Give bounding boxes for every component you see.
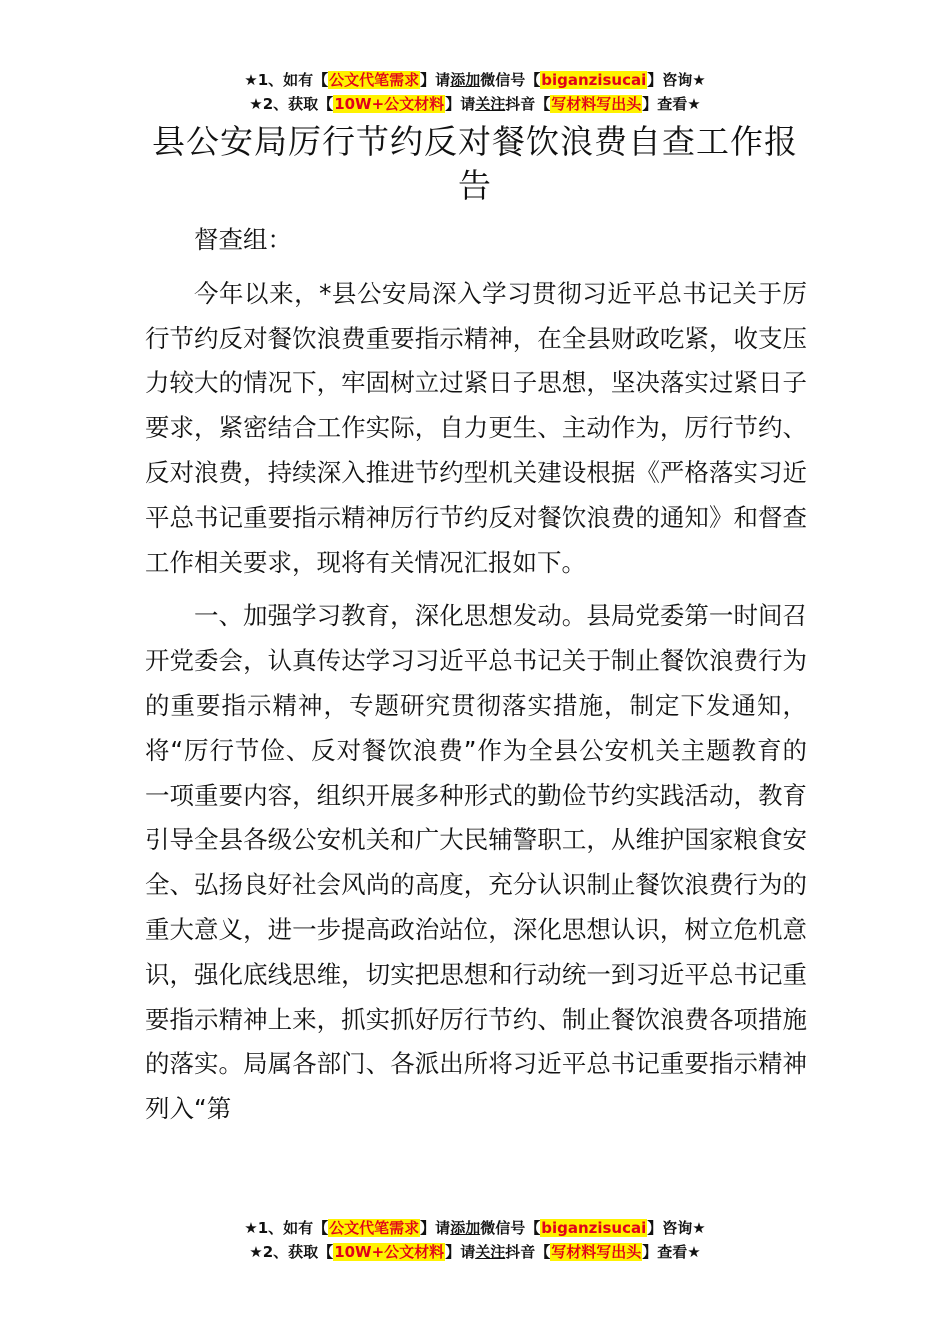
- promo-text: ★1、如有【: [244, 71, 329, 89]
- promo-text: 】请: [420, 1219, 451, 1237]
- promo-text: 微信号【: [480, 71, 541, 89]
- promo-text: 】请: [420, 71, 451, 89]
- promo-text: 】咨询★: [647, 71, 706, 89]
- paragraph: 今年以来，*县公安局深入学习贯彻习近平总书记关于厉行节约反对餐饮浪费重要指示精神，在全县财政吃紧，收支压力较大的情况下，牢固树立过紧日子思想，坚决落实过紧日子要求，紧密结合工作实际，自力更生、主动作为，厉行节约、反对浪费，持续深入推进节约型机关建设根据《严格落实习近平总书记重要指示精神厉行节约反对餐饮浪费的通知》和督查工作相关要求，现将有关情况汇报如下。: [145, 278, 807, 577]
- promo-highlight: 公文代笔需求: [329, 1219, 420, 1237]
- promo-highlight: 写材料写出头: [551, 95, 642, 113]
- promo-highlight: 10W+公文材料: [334, 95, 445, 113]
- document-title: 县公安局厉行节约反对餐饮浪费自查工作报告: [152, 122, 798, 205]
- promo-text: 】咨询★: [647, 1219, 706, 1237]
- promo-line-1: [0, 1216, 950, 1240]
- promo-highlight: 10W+公文材料: [334, 1243, 445, 1261]
- promo-highlight: 写材料写出头: [551, 1243, 642, 1261]
- promo-highlight: biganzisucai: [541, 71, 647, 89]
- promo-highlight: biganzisucai: [541, 1219, 647, 1237]
- promo-text: 】请: [445, 1243, 476, 1261]
- promo-line-2: [0, 92, 950, 116]
- footer-promo-banner: [0, 1216, 950, 1264]
- promo-text: ★2、获取【: [249, 95, 334, 113]
- promo-underline: 关注: [475, 1243, 506, 1261]
- promo-text: ★1、如有【: [244, 1219, 329, 1237]
- greeting: 督查组：: [194, 225, 292, 254]
- promo-highlight: 公文代笔需求: [329, 71, 420, 89]
- promo-text: 】请: [445, 95, 476, 113]
- promo-text: 】查看★: [642, 95, 701, 113]
- document-body: [145, 218, 807, 1132]
- promo-line-2: [0, 1240, 950, 1264]
- promo-text: 抖音【: [505, 1243, 551, 1261]
- promo-line-1: [0, 68, 950, 92]
- header-promo-banner: [0, 68, 950, 116]
- paragraph: 一、加强学习教育，深化思想发动。县局党委第一时间召开党委会，认真传达学习习近平总书记关于制止餐饮浪费行为的重要指示精神，专题研究贯彻落实措施，制定下发通知，将“厉行节俭、反对餐饮浪费”作为全县公安机关主题教育的一项重要内容，组织开展多种形式的勤俭节约实践活动，教育引导全县各级公安机关和广大民辅警职工，从维护国家粮食安全、弘扬良好社会风尚的高度，充分认识制止餐饮浪费行为的重大意义，进一步提高政治站位，深化思想认识，树立危机意识，强化底线思维，切实把思想和行动统一到习近平总书记重要指示精神上来，抓实抓好厉行节约、制止餐饮浪费各项措施的落实。局属各部门、各派出所将习近平总书记重要指示精神列入“第: [145, 601, 807, 1124]
- promo-underline: 添加: [450, 71, 481, 89]
- promo-text: 】查看★: [642, 1243, 701, 1261]
- promo-text: 抖音【: [505, 95, 551, 113]
- promo-underline: 关注: [475, 95, 506, 113]
- promo-text: ★2、获取【: [249, 1243, 334, 1261]
- promo-underline: 添加: [450, 1219, 481, 1237]
- promo-text: 微信号【: [480, 1219, 541, 1237]
